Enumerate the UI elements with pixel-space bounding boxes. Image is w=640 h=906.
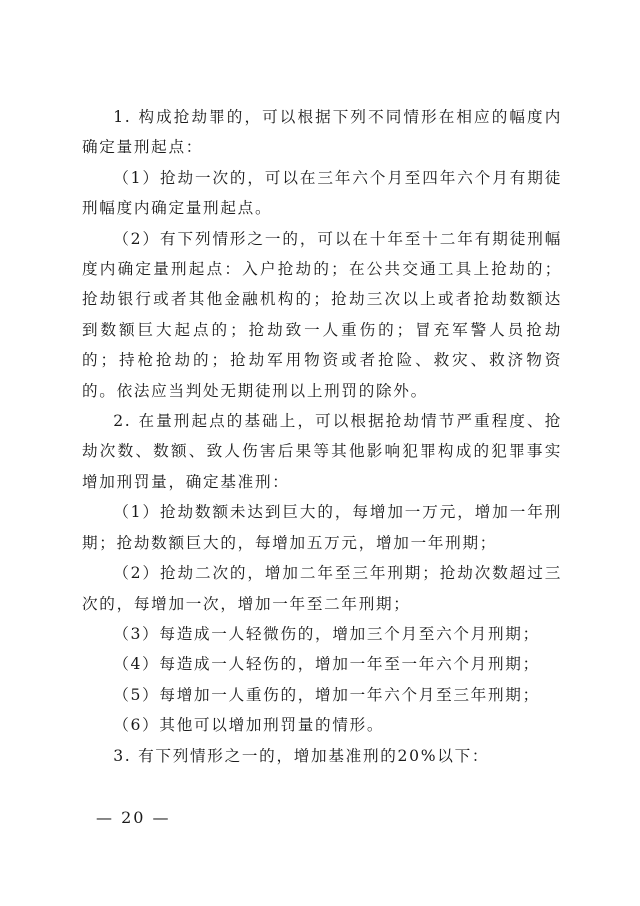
paragraph-other-circumstances: （6）其他可以增加刑罚量的情形。 (113, 716, 385, 735)
paragraph-serious-injury: （5）每增加一人重伤的，增加一年六个月至三年刑期； (113, 685, 540, 704)
paragraph-amount-increase: （1）抢劫数额未达到巨大的，每增加一万元，增加一年刑期；抢劫数额巨大的，每增加五万元，增加一年刑期； (82, 503, 562, 552)
document-body (82, 102, 562, 771)
paragraph-increase-20-percent: 3. 有下列情形之一的，增加基准刑的20%以下： (113, 746, 490, 765)
paragraph-item-2-aggravated-robbery: （2）有下列情形之一的，可以在十年至十二年有期徒刑幅度内确定量刑起点：入户抢劫的；在公共交通工具上抢劫的；抢劫银行或者其他金融机构的；抢劫三次以上或者抢劫数额达到数额巨大起点的；抢劫致一人重伤的；冒充军警人员抢劫的；持枪抢劫的；抢劫军用物资或者抢险、救灾、救济物资的。依法应当判处无期徒刑以上刑罚的除外。 (82, 229, 562, 400)
paragraph-light-injury: （4）每造成一人轻伤的，增加一年至一年六个月刑期； (113, 655, 540, 674)
page-number: — 20 — (96, 808, 171, 827)
paragraph-robbery-sentencing-start: 1. 构成抢劫罪的，可以根据下列不同情形在相应的幅度内确定量刑起点： (82, 108, 562, 157)
paragraph-item-1-single-robbery: （1）抢劫一次的，可以在三年六个月至四年六个月有期徒刑幅度内确定量刑起点。 (82, 168, 562, 218)
paragraph-baseline-sentence: 2. 在量刑起点的基础上，可以根据抢劫情节严重程度、抢劫次数、数额、致人伤害后果等其他影响犯罪构成的犯罪事实增加刑罚量，确定基准刑： (82, 412, 562, 491)
paragraph-minor-injury: （3）每造成一人轻微伤的，增加三个月至六个月刑期； (113, 624, 540, 643)
paragraph-count-increase: （2）抢劫二次的，增加二年至三年刑期；抢劫次数超过三次的，每增加一次，增加一年至二年刑期； (82, 564, 562, 613)
